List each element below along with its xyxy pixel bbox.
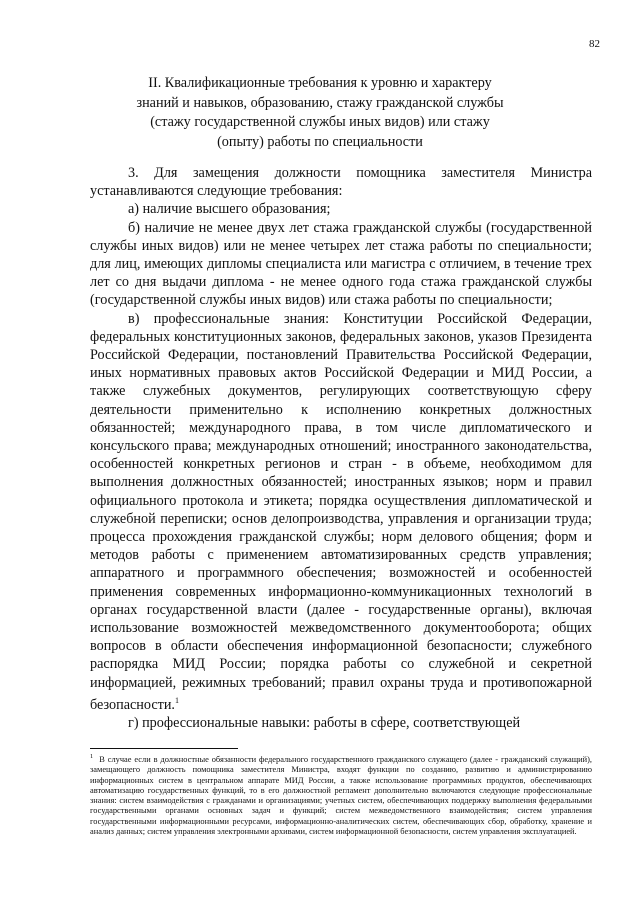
- section-heading: [90, 74, 550, 152]
- footnote-reference: 1: [174, 695, 179, 705]
- footnote-mark: 1: [90, 753, 94, 760]
- footnote-separator: [90, 748, 238, 749]
- paragraph-professional-knowledge: [90, 310, 592, 714]
- paragraph-professional-knowledge-text: в) профессиональные знания: Конституции Российской Федерации, федеральных конституционных законов, федеральных законов, указов Президента Российской Федерации, постановлений Правительства Российской Федерации, иных нормативных правовых актов Российской Федерации и МИД России, а также служебных документов, регулирующих соответствующую сферу деятельности применительно к исполнению конкретных должностных обязанностей; международного права, в том числе дипломатического и консульского права; международных отношений; иностранного законодательства, особенностей конкретных регионов и стран - в объеме, необходимом для выполнения должностных обязанностей; иностранных языков; норм и правил официального протокола и этикета; порядка осуществления дипломатической и служебной переписки; основ делопроизводства, управления и организации труда; процесса прохождения гражданской службы; норм делового общения; форм и методов работы с применением автоматизированных средств управления; аппаратного и программного обеспечения; возможностей и особенностей применения современных информационно-коммуникационных технологий в органах государственной власти (далее - государственные органы), включая использование возможностей межведомственного документооборота; общих вопросов в области обеспечения информационной безопасности; служебного распорядка МИД России; порядка работы со служебной и секретной информацией, режимных требований; правил охраны труда и противопожарной безопасности.: [90, 310, 592, 713]
- heading-line-2: знаний и навыков, образованию, стажу гражданской службы: [136, 94, 504, 111]
- paragraph-professional-skills: г) профессиональные навыки: работы в сфере, соответствующей: [128, 715, 521, 732]
- paragraph-experience: б) наличие не менее двух лет стажа гражданской службы (государственной службы иных видов) или не менее четырех лет стажа работы по специальности; для лиц, имеющих дипломы специалиста или магистра с отличием, в течение трех лет со дня выдачи диплома - не менее одного года стажа гражданской службы (государственной службы иных видов) или стажа работы по специальности;: [90, 219, 592, 309]
- footnote: [90, 752, 592, 837]
- footnote-text: В случае если в должностные обязанности федерального государственного гражданского служащего (далее - гражданский служащий), замещающего должность помощника заместителя Министра, входят функции по созданию, развитию и администрированию информационных систем в центральном аппарате МИД России, а также использование программных продуктов, обеспечивающих автоматизацию государственных функций, то в его должностной регламент дополнительно включаются следующие профессиональные знания: систем взаимодействия с гражданами и организациями; учетных систем, обеспечивающих поддержку выполнения федеральными государственными органами основных задач и функций; систем межведомственного взаимодействия; систем управления государственными информационными ресурсами, информационно-аналитических систем, обеспечивающих сбор, обработку, хранение и анализ данных; систем управления электронными архивами, систем информационной безопасности, систем управления эксплуатацией.: [90, 755, 592, 837]
- heading-line-3: (стажу государственной службы иных видов) или стажу: [150, 114, 490, 130]
- body-text: [90, 164, 592, 732]
- paragraph-education: а) наличие высшего образования;: [128, 201, 331, 218]
- heading-line-4: (опыту) работы по специальности: [217, 133, 423, 150]
- page-number: 82: [589, 38, 600, 50]
- paragraph-requirements-intro: 3. Для замещения должности помощника заместителя Министра устанавливаются следующие требования:: [90, 165, 592, 200]
- heading-line-1: II. Квалификационные требования к уровню и характеру: [148, 75, 492, 91]
